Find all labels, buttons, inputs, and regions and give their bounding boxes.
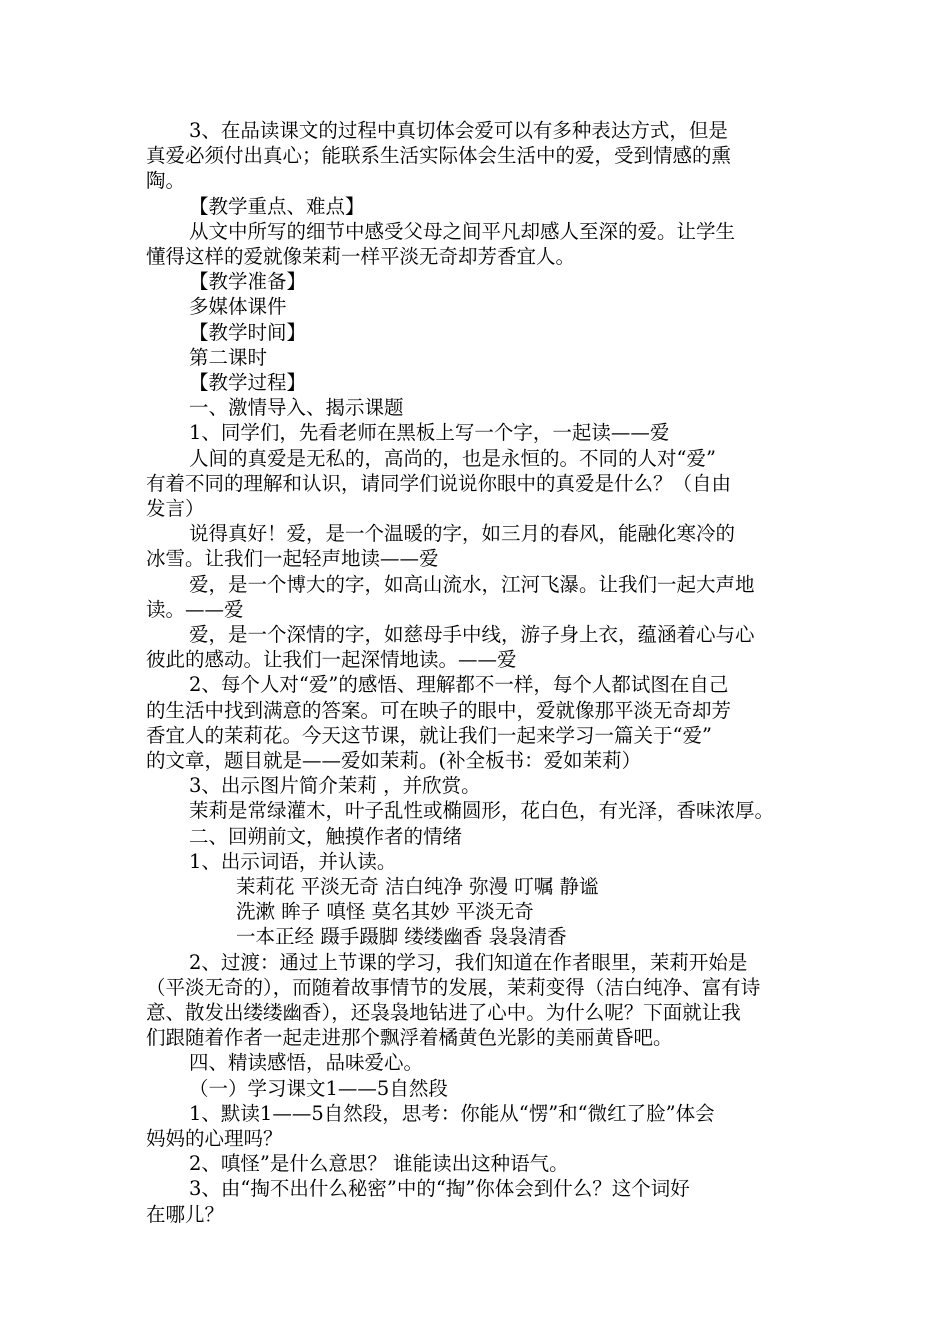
- text-line: 从文中所写的细节中感受父母之间平凡却感人至深的爱。让学生: [189, 219, 736, 243]
- text-line: 茉莉是常绿灌木，叶子乱性或椭圆形，花白色，有光泽，香味浓厚。: [189, 799, 775, 823]
- text-line: 香宜人的茉莉花。今天这节课，就让我们一起来学习一篇关于“爱”: [146, 723, 712, 747]
- text-line: （一）学习课文1——5自然段: [189, 1076, 448, 1100]
- text-line: 妈妈的心理吗？: [146, 1127, 283, 1150]
- text-line: 读。——爱: [146, 597, 244, 621]
- text-line: 们跟随着作者一起走进那个飘浮着橘黄色光影的美丽黄昏吧。: [146, 1026, 673, 1050]
- text-line: 彼此的感动。让我们一起深情地读。——爱: [146, 648, 517, 672]
- text-line: 陶。: [146, 169, 186, 193]
- text-line: 3、由“掏不出什么秘密”中的“掏”你体会到什么？这个词好: [189, 1177, 690, 1201]
- text-line: 在哪儿？: [146, 1202, 225, 1226]
- text-line: 的文章，题目就是——爱如茉莉。(补全板书：爱如茉莉）: [146, 749, 642, 772]
- text-line: 2、过渡：通过上节课的学习，我们知道在作者眼里，茉莉开始是: [189, 950, 748, 974]
- text-line: 2、每个人对“爱”的感悟、理解都不一样，每个人都试图在自己: [189, 673, 729, 697]
- text-line: 爱，是一个深情的字，如慈母手中线，游子身上衣，蕴涵着心与心: [189, 623, 755, 646]
- text-line: 【教学重点、难点】: [189, 194, 365, 218]
- text-line: 2、嗔怪”是什么意思？ 谁能读出这种语气。: [189, 1152, 569, 1176]
- text-line: 一本正经 蹑手蹑脚 缕缕幽香 袅袅清香: [236, 925, 567, 949]
- text-line: 茉莉花 平淡无奇 洁白纯净 弥漫 叮嘱 静谧: [236, 875, 599, 898]
- text-line: 1、默读1——5自然段，思考：你能从“愣”和“微红了脸”体会: [189, 1101, 715, 1125]
- text-line: 意、散发出缕缕幽香），还袅袅地钻进了心中。为什么呢？下面就让我: [146, 1001, 741, 1024]
- text-line: 【教学准备】: [189, 270, 307, 294]
- text-line: 说得真好！爱，是一个温暖的字，如三月的春风，能融化寒冷的: [189, 522, 736, 546]
- text-line: 第二课时: [189, 345, 268, 369]
- text-line: 二、回朔前文，触摸作者的情绪: [189, 824, 463, 848]
- text-line: 爱，是一个博大的字，如高山流水，江河飞瀑。让我们一起大声地: [189, 572, 755, 596]
- text-line: 四、精读感悟，品味爱心。: [189, 1051, 424, 1075]
- text-line: 的生活中找到满意的答案。可在映子的眼中，爱就像那平淡无奇却芳: [146, 698, 732, 722]
- text-line: 1、同学们，先看老师在黑板上写一个字，一起读——爱: [189, 421, 670, 445]
- text-line: 冰雪。让我们一起轻声地读——爱: [146, 547, 439, 571]
- text-line: 发言）: [146, 497, 205, 520]
- text-line: 洗漱 眸子 嗔怪 莫名其妙 平淡无奇: [236, 900, 534, 924]
- text-line: （平淡无奇的），而随着故事情节的发展，茉莉变得（洁白纯净、富有诗: [146, 975, 761, 999]
- text-line: 1、出示词语，并认读。: [189, 849, 397, 873]
- text-line: 多媒体课件: [189, 295, 287, 319]
- text-line: 懂得这样的爱就像茉莉一样平淡无奇却芳香宜人。: [146, 245, 576, 268]
- text-line: 3、出示图片简介茉莉 ，并欣赏。: [189, 774, 481, 798]
- text-line: 有着不同的理解和认识，请同学们说说你眼中的真爱是什么？（自由: [146, 471, 732, 495]
- text-line: 人间的真爱是无私的，高尚的，也是永恒的。不同的人对“爱”: [189, 446, 716, 470]
- text-line: 3、在品读课文的过程中真切体会爱可以有多种表达方式，但是: [189, 119, 728, 142]
- text-line: 一、激情导入、揭示课题: [189, 396, 404, 420]
- text-line: 真爱必须付出真心；能联系生活实际体会生活中的爱，受到情感的熏: [146, 144, 732, 168]
- text-line: 【教学时间】: [189, 320, 307, 344]
- text-line: 【教学过程】: [189, 371, 307, 394]
